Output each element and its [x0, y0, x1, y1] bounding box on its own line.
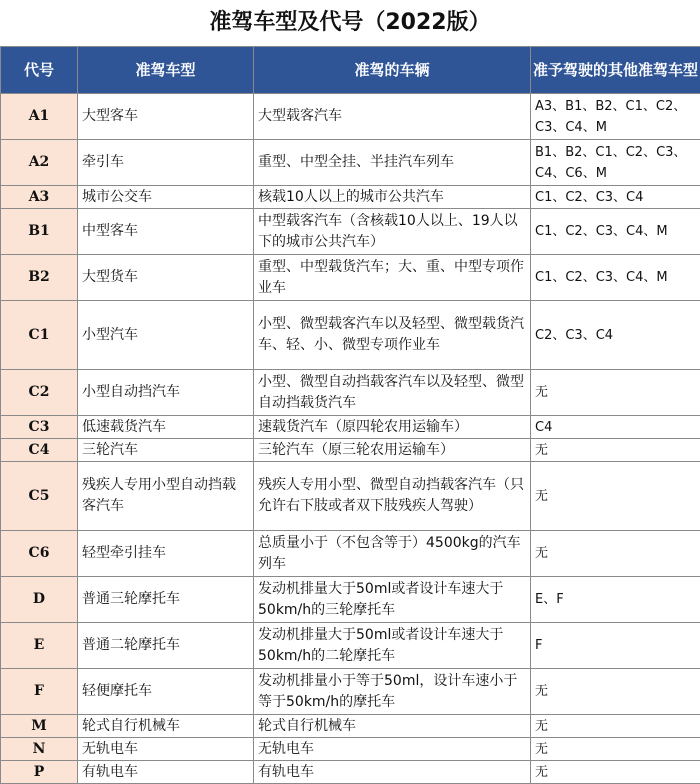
permitted-vehicles: 中型载客汽车（含核载10人以上、19人以下的城市公共汽车） [254, 209, 531, 255]
permitted-vehicles: 重型、中型载货汽车；大、重、中型专项作业车 [254, 255, 531, 301]
license-code: A1 [1, 94, 78, 140]
table-row [1, 462, 700, 531]
license-code: M [1, 715, 78, 738]
other-permitted-types: A3、B1、B2、C1、C2、C3、C4、M [531, 94, 700, 140]
table-row [1, 715, 700, 738]
license-type: 普通三轮摩托车 [78, 577, 254, 623]
license-type: 城市公交车 [78, 186, 254, 209]
license-code: N [1, 738, 78, 761]
table-row [1, 577, 700, 623]
license-code: C4 [1, 439, 78, 462]
license-type: 轮式自行机械车 [78, 715, 254, 738]
other-permitted-types: C1、C2、C3、C4、M [531, 209, 700, 255]
header-license-type: 准驾车型 [78, 47, 254, 94]
other-permitted-types: 无 [531, 370, 700, 416]
table-row [1, 140, 700, 186]
license-type: 三轮汽车 [78, 439, 254, 462]
other-permitted-types: E、F [531, 577, 700, 623]
other-permitted-types: F [531, 623, 700, 669]
permitted-vehicles: 小型、微型载客汽车以及轻型、微型载货汽车、轻、小、微型专项作业车 [254, 301, 531, 370]
permitted-vehicles: 发动机排量大于50ml或者设计车速大于50km/h的三轮摩托车 [254, 577, 531, 623]
license-type: 有轨电车 [78, 761, 254, 784]
table-row [1, 623, 700, 669]
license-type: 大型货车 [78, 255, 254, 301]
license-type: 普通二轮摩托车 [78, 623, 254, 669]
license-type: 无轨电车 [78, 738, 254, 761]
other-permitted-types: C1、C2、C3、C4 [531, 186, 700, 209]
table-row [1, 761, 700, 784]
permitted-vehicles: 有轨电车 [254, 761, 531, 784]
permitted-vehicles: 发动机排量小于等于50ml，设计车速小于等于50km/h的摩托车 [254, 669, 531, 715]
other-permitted-types: 无 [531, 669, 700, 715]
permitted-vehicles: 速载货汽车（原四轮农用运输车） [254, 416, 531, 439]
other-permitted-types: 无 [531, 715, 700, 738]
permitted-vehicles: 小型、微型自动挡载客汽车以及轻型、微型自动挡载货汽车 [254, 370, 531, 416]
permitted-vehicles: 三轮汽车（原三轮农用运输车） [254, 439, 531, 462]
license-code: P [1, 761, 78, 784]
other-permitted-types: 无 [531, 462, 700, 531]
license-type: 轻型牵引挂车 [78, 531, 254, 577]
license-type: 中型客车 [78, 209, 254, 255]
permitted-vehicles: 发动机排量大于50ml或者设计车速大于50km/h的二轮摩托车 [254, 623, 531, 669]
table-row [1, 209, 700, 255]
license-type: 残疾人专用小型自动挡载客汽车 [78, 462, 254, 531]
permitted-vehicles: 重型、中型全挂、半挂汽车列车 [254, 140, 531, 186]
permitted-vehicles: 轮式自行机械车 [254, 715, 531, 738]
other-permitted-types: 无 [531, 738, 700, 761]
table-row [1, 531, 700, 577]
permitted-vehicles: 核载10人以上的城市公共汽车 [254, 186, 531, 209]
header-other-types: 准予驾驶的其他准驾车型 [531, 47, 700, 94]
license-type: 小型汽车 [78, 301, 254, 370]
license-code: E [1, 623, 78, 669]
table-row [1, 301, 700, 370]
license-code: A3 [1, 186, 78, 209]
header-code: 代号 [1, 47, 78, 94]
license-type: 小型自动挡汽车 [78, 370, 254, 416]
other-permitted-types: 无 [531, 531, 700, 577]
license-code: B2 [1, 255, 78, 301]
license-type: 大型客车 [78, 94, 254, 140]
permitted-vehicles: 总质量小于（不包含等于）4500kg的汽车列车 [254, 531, 531, 577]
table-row [1, 669, 700, 715]
license-code: C1 [1, 301, 78, 370]
license-code: D [1, 577, 78, 623]
other-permitted-types: C2、C3、C4 [531, 301, 700, 370]
page-title: 准驾车型及代号（2022版） [0, 0, 700, 46]
license-code: C2 [1, 370, 78, 416]
table-header-row [1, 47, 700, 94]
license-code: A2 [1, 140, 78, 186]
table-row [1, 416, 700, 439]
table-row [1, 738, 700, 761]
table-row [1, 439, 700, 462]
license-type-table [0, 46, 700, 784]
table-row [1, 186, 700, 209]
header-vehicles: 准驾的车辆 [254, 47, 531, 94]
table-row [1, 370, 700, 416]
license-type: 低速载货汽车 [78, 416, 254, 439]
license-code: C6 [1, 531, 78, 577]
other-permitted-types: C4 [531, 416, 700, 439]
table-row [1, 255, 700, 301]
permitted-vehicles: 大型载客汽车 [254, 94, 531, 140]
permitted-vehicles: 无轨电车 [254, 738, 531, 761]
table-row [1, 94, 700, 140]
permitted-vehicles: 残疾人专用小型、微型自动挡载客汽车（只允许右下肢或者双下肢残疾人驾驶） [254, 462, 531, 531]
license-code: F [1, 669, 78, 715]
license-code: B1 [1, 209, 78, 255]
other-permitted-types: 无 [531, 761, 700, 784]
license-code: C3 [1, 416, 78, 439]
license-type: 牵引车 [78, 140, 254, 186]
other-permitted-types: C1、C2、C3、C4、M [531, 255, 700, 301]
license-code: C5 [1, 462, 78, 531]
other-permitted-types: B1、B2、C1、C2、C3、C4、C6、M [531, 140, 700, 186]
other-permitted-types: 无 [531, 439, 700, 462]
license-type: 轻便摩托车 [78, 669, 254, 715]
